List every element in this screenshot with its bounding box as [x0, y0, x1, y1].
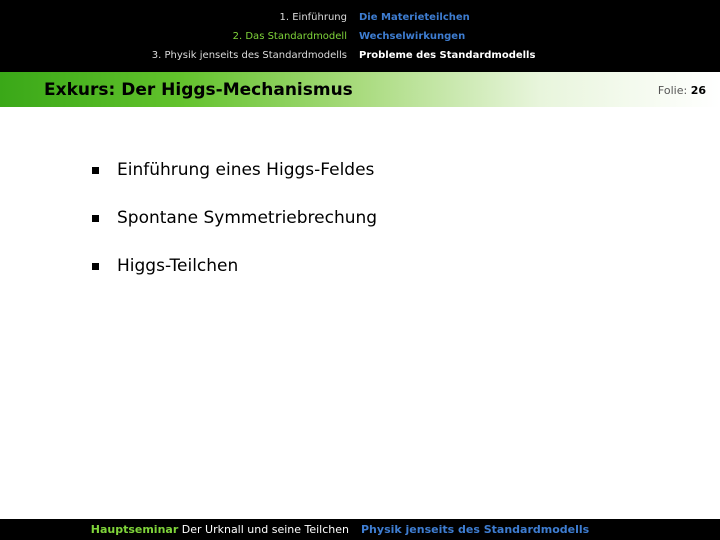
nav-section-3[interactable]: 3. Physik jenseits des Standardmodells: [151, 50, 347, 61]
square-bullet-icon: [92, 263, 99, 270]
footer-section: [355, 519, 720, 540]
list-item: [92, 194, 377, 242]
bullet-text: Higgs-Teilchen: [117, 256, 239, 276]
footer-seminar-label: Hauptseminar: [90, 523, 179, 536]
list-item: [92, 242, 377, 290]
bullet-list: [92, 146, 377, 290]
footer-section-text[interactable]: Physik jenseits des Standardmodells: [361, 523, 590, 536]
square-bullet-icon: [92, 167, 99, 174]
nav-subsection-2[interactable]: Wechselwirkungen: [359, 31, 466, 42]
slide-number: [658, 84, 706, 97]
footer-seminar-text: [91, 523, 349, 536]
subsection-nav: [355, 0, 720, 72]
footer-seminar: [0, 519, 355, 540]
slide-number-value: 26: [690, 84, 706, 97]
bullet-text: Spontane Symmetriebrechung: [117, 208, 378, 228]
slide-number-label: Folie:: [657, 84, 688, 97]
nav-subsection-3[interactable]: Probleme des Standardmodells: [359, 50, 536, 61]
list-item: [92, 146, 377, 194]
section-nav: [0, 0, 355, 72]
footer-seminar-title: Der Urknall und seine Teilchen: [181, 523, 349, 536]
nav-section-2[interactable]: 2. Das Standardmodell: [232, 31, 347, 42]
square-bullet-icon: [92, 215, 99, 222]
nav-section-1[interactable]: 1. Einführung: [279, 12, 347, 23]
bullet-text: Einführung eines Higgs-Feldes: [117, 160, 375, 180]
slide-title: Exkurs: Der Higgs-Mechanismus: [44, 80, 353, 100]
nav-subsection-1[interactable]: Die Materieteilchen: [359, 12, 470, 23]
